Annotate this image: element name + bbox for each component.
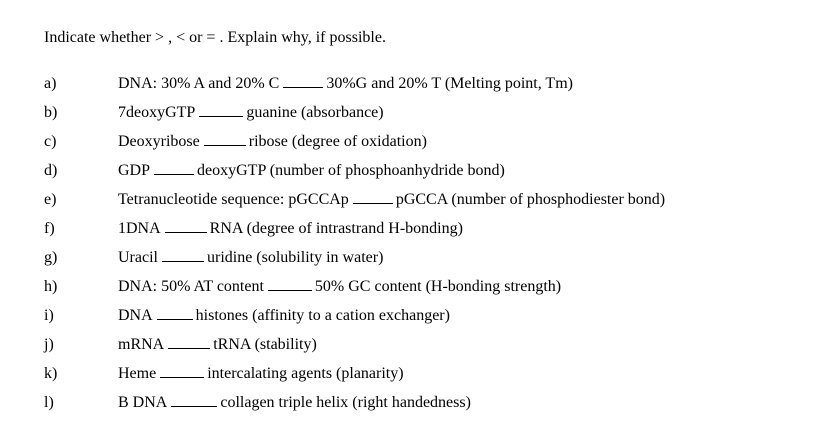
question-body (118, 364, 404, 384)
question-right-term: histones (affinity to a cation exchanger) (195, 307, 450, 324)
question-letter: b) (44, 104, 58, 121)
question-right-term: RNA (degree of intrastrand H-bonding) (209, 220, 463, 237)
question-left-term: GDP (118, 162, 151, 179)
answer-blank[interactable] (283, 86, 323, 88)
answer-blank[interactable] (165, 231, 207, 233)
question-body (118, 161, 505, 181)
question-left-term: Tetranucleotide sequence: pGCCAp (118, 191, 349, 208)
question-right-term: tRNA (stability) (213, 336, 317, 353)
question-letter: a) (44, 75, 57, 92)
question-f (0, 219, 824, 248)
instructions-text: Indicate whether > , < or = . Explain why, if possible. (44, 29, 386, 46)
answer-blank[interactable] (162, 260, 204, 262)
question-body (118, 219, 463, 239)
question-right-term: 30%G and 20% T (Melting point, Tm) (326, 75, 573, 92)
question-k (0, 364, 824, 393)
question-right-term: 50% GC content (H-bonding strength) (314, 278, 562, 295)
question-body (118, 335, 317, 355)
answer-blank[interactable] (154, 173, 194, 175)
question-letter: f) (44, 220, 55, 237)
question-body (118, 277, 561, 297)
question-letter: l) (44, 394, 54, 411)
question-body (118, 248, 383, 268)
question-letter: k) (44, 365, 58, 382)
question-right-term: intercalating agents (planarity) (207, 365, 404, 382)
question-left-term: Deoxyribose (118, 133, 200, 150)
answer-blank[interactable] (160, 376, 204, 378)
question-left-term: mRNA (118, 336, 165, 353)
question-left-term: DNA: 50% AT content (118, 278, 264, 295)
question-left-term: Uracil (118, 249, 158, 266)
question-left-term: 7deoxyGTP (118, 104, 196, 121)
question-letter: j) (44, 336, 54, 353)
question-e (0, 190, 824, 219)
question-a (0, 74, 824, 103)
question-right-term: pGCCA (number of phosphodiester bond) (395, 191, 666, 208)
question-right-term: deoxyGTP (number of phosphoanhydride bond) (197, 162, 505, 179)
question-c (0, 132, 824, 161)
question-body (118, 103, 384, 123)
question-right-term: guanine (absorbance) (246, 104, 384, 121)
question-body (118, 74, 573, 94)
answer-blank[interactable] (353, 202, 393, 204)
question-letter: d) (44, 162, 58, 179)
question-left-term: 1DNA (118, 220, 161, 237)
question-left-term: B DNA (118, 394, 168, 411)
question-j (0, 335, 824, 364)
question-left-term: DNA (118, 307, 153, 324)
question-i (0, 306, 824, 335)
answer-blank[interactable] (204, 144, 246, 146)
question-letter: i) (44, 307, 54, 324)
question-letter: g) (44, 249, 58, 266)
question-d (0, 161, 824, 190)
question-body (118, 306, 450, 326)
question-body (118, 190, 665, 210)
answer-blank[interactable] (268, 289, 312, 291)
question-right-term: collagen triple helix (right handedness) (220, 394, 471, 411)
question-letter: e) (44, 191, 57, 208)
answer-blank[interactable] (157, 318, 193, 320)
question-g (0, 248, 824, 277)
question-list (0, 74, 824, 422)
question-right-term: uridine (solubility in water) (206, 249, 384, 266)
question-b (0, 103, 824, 132)
question-letter: h) (44, 278, 58, 295)
question-h (0, 277, 824, 306)
question-l (0, 393, 824, 422)
question-left-term: Heme (118, 365, 157, 382)
question-left-term: DNA: 30% A and 20% C (118, 75, 280, 92)
answer-blank[interactable] (168, 347, 210, 349)
answer-blank[interactable] (199, 115, 243, 117)
question-body (118, 393, 471, 413)
question-right-term: ribose (degree of oxidation) (248, 133, 427, 150)
answer-blank[interactable] (171, 405, 217, 407)
question-body (118, 132, 427, 152)
question-letter: c) (44, 133, 57, 150)
